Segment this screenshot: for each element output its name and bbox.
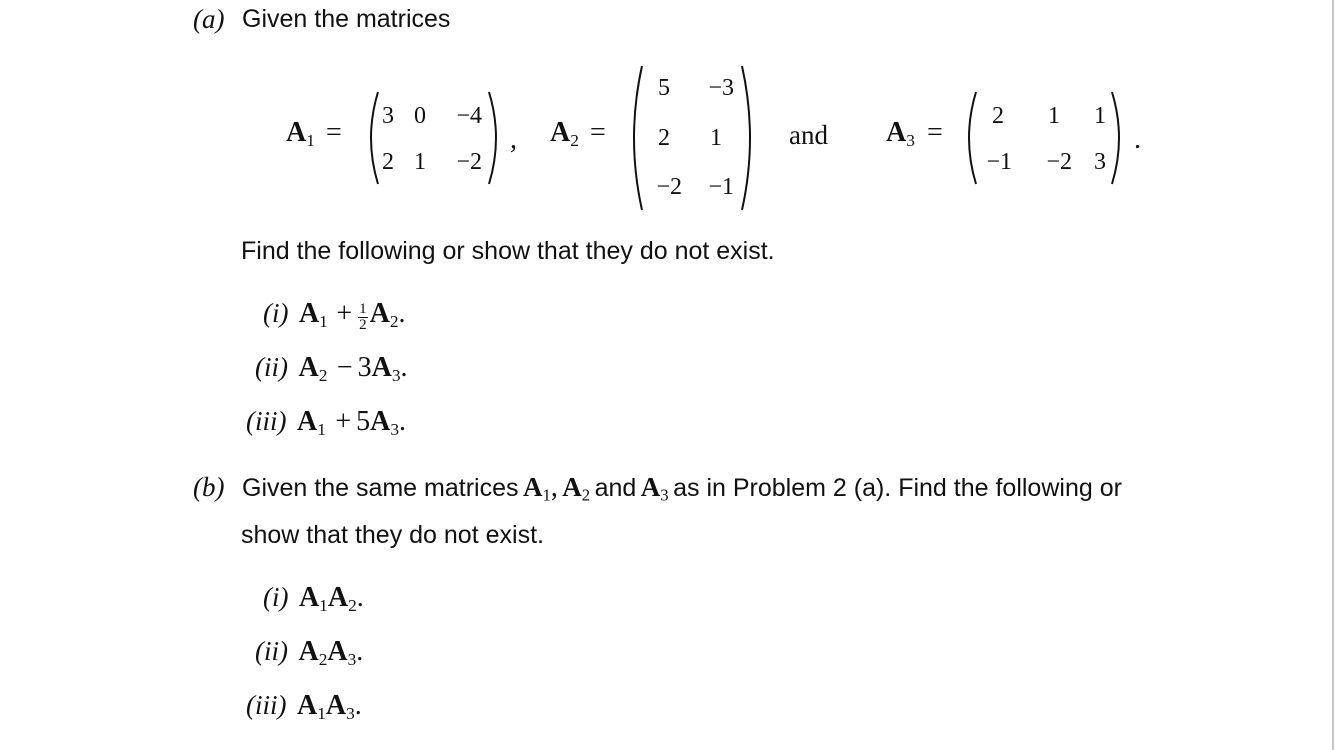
- matrix-cell: 1: [1094, 103, 1106, 129]
- part-a-item-ii: (ii) $A_2 - 3A_3$.: [255, 352, 408, 385]
- matrix-a1-name: $A_1$: [286, 117, 315, 150]
- matrix-cell: 1: [1048, 103, 1060, 129]
- part-b-item-i: (i) $A_1A_2$.: [263, 582, 364, 615]
- matrix-a1-comma: ,: [510, 124, 517, 155]
- matrix-a2-right-paren: [738, 62, 760, 214]
- matrix-cell: 0: [414, 103, 426, 129]
- part-b-item-ii: (ii) $A_2A_3$.: [255, 636, 364, 669]
- part-b-line-1: Given the same matrices $A_1$, $A_2$ and $A_3$ as in Problem 2 (a). Find the following or: [242, 472, 1122, 505]
- matrix-cell: −4: [456, 103, 482, 129]
- part-b-line-2: show that they do not exist.: [241, 521, 544, 549]
- matrix-cell: −1: [708, 174, 734, 200]
- matrix-cell: 3: [382, 103, 394, 129]
- matrix-cell: −2: [456, 149, 482, 175]
- equals-sign: =: [590, 117, 606, 148]
- equals-sign: =: [927, 117, 943, 148]
- matrix-cell: −2: [656, 174, 682, 200]
- matrix-cell: 2: [382, 149, 394, 175]
- part-b-label: (b): [193, 472, 225, 502]
- matrix-a3-name: $A_3$: [886, 117, 915, 150]
- matrix-cell: 2: [658, 125, 670, 151]
- part-a-item-iii: (iii) $A_1 + 5A_3$.: [246, 406, 407, 439]
- matrix-cell: 1: [414, 149, 426, 175]
- matrix-cell: 3: [1094, 149, 1106, 175]
- matrix-cell: 2: [992, 103, 1004, 129]
- page-edge-divider: [1332, 0, 1334, 750]
- matrix-cell: −3: [708, 75, 734, 101]
- part-a-label: (a): [193, 4, 225, 34]
- matrix-a1-right-paren: [485, 88, 505, 188]
- matrix-a3-right-paren: [1108, 88, 1128, 188]
- matrix-cell: 1: [710, 125, 722, 151]
- part-a-item-i: (i) $A_1$ + $\frac{1}{2}$ $A_2$.: [263, 298, 406, 334]
- part-a-instruction: Find the following or show that they do not exist.: [241, 237, 775, 265]
- matrix-cell: −1: [986, 149, 1012, 175]
- matrix-cell: −2: [1046, 149, 1072, 175]
- part-b-item-iii: (iii) $A_1A_3$.: [246, 690, 362, 723]
- matrix-a2-name: $A_2$: [550, 117, 579, 150]
- matrix-a3-period: .: [1134, 124, 1141, 155]
- part-a-intro: Given the matrices: [242, 5, 451, 33]
- matrix-cell: 5: [658, 75, 670, 101]
- equals-sign: =: [326, 117, 342, 148]
- and-word: and: [789, 120, 828, 150]
